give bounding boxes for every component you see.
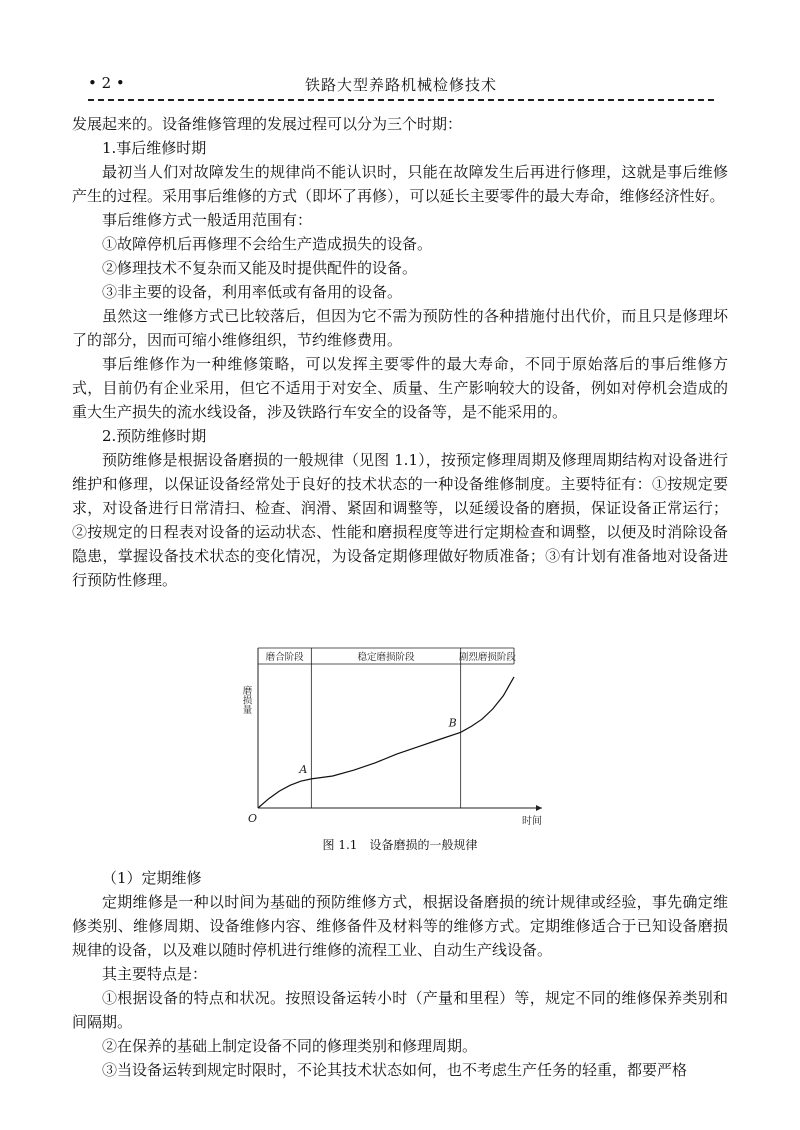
paragraph: 发展起来的。设备维修管理的发展过程可以分为三个时期： xyxy=(72,115,463,133)
paragraph: 定期维修是一种以时间为基础的预防维修方式，根据设备磨损的统计规律或经验，事先确定维修类别、维修周期、设备维修内容、维修备件及材料等的维修方式。定期维修适合于已知设备磨损规律的设备，以及难以随时停机进行维修的流程工业、自动生产线设备。 xyxy=(72,893,728,959)
book-title: 铁路大型养路机械检修技术 xyxy=(304,76,497,94)
list-item: ③当设备运转到规定时限时，不论其技术状态如何，也不考虑生产任务的轻重，都要严格 xyxy=(102,1061,688,1079)
stage-label: 剧烈磨损阶段 xyxy=(458,652,516,663)
list-item: ①根据设备的特点和状况。按照设备运转小时（产量和里程）等，规定不同的维修保养类别和间隔期。 xyxy=(72,989,728,1031)
origin-label: O xyxy=(248,812,258,825)
y-axis-label: 磨损量 xyxy=(240,685,252,715)
figure-caption: 图 1.1 设备磨损的一般规律 xyxy=(322,838,478,852)
wear-figure xyxy=(232,644,568,864)
paragraph: 预防维修是根据设备磨损的一般规律（见图 1.1），按预定修理周期及修理周期结构对设备进行维护和修理，以保证设备经常处于良好的技术状态的一种设备维修制度。主要特征有：①按规定要求，对设备进行日常清扫、检查、润滑、紧固和调整等，以延缓设备的磨损，保证设备正常运行；②按规定的日程表对设备的运动状态、性能和磨损程度等进行定期检查和调整，以便及时消除设备隐患，掌握设备技术状态的变化情况，为设备定期修理做好物质准备；③有计划有准备地对设备进行预防性修理。 xyxy=(72,451,728,589)
subsection-heading: （1）定期维修 xyxy=(102,869,202,887)
running-header xyxy=(88,74,714,96)
paragraph: 事后维修作为一种维修策略，可以发挥主要零件的最大寿命，不同于原始落后的事后维修方式，目前仍有企业采用，但它不适用于对安全、质量、生产影响较大的设备，例如对停机会造成的重大生产损失的流水线设备，涉及铁路行车安全的设备等，是不能采用的。 xyxy=(72,355,728,421)
list-item: ②修理技术不复杂而又能及时提供配件的设备。 xyxy=(102,259,418,277)
list-item: ①故障停机后再修理不会给生产造成损失的设备。 xyxy=(102,235,433,253)
section-heading: 1.事后维修时期 xyxy=(102,139,207,157)
body-text-top xyxy=(72,112,728,592)
section-heading: 2.预防维修时期 xyxy=(102,427,207,445)
wear-curve xyxy=(258,677,514,808)
paragraph: 其主要特点是： xyxy=(102,965,208,983)
body-text-bottom xyxy=(72,866,728,1082)
list-item: ③非主要的设备，利用率低或有备用的设备。 xyxy=(102,283,403,301)
wear-chart xyxy=(232,644,568,834)
list-item: ②在保养的基础上制定设备不同的修理类别和修理周期。 xyxy=(102,1037,478,1055)
x-axis-arrow xyxy=(536,805,542,811)
paragraph: 最初当人们对故障发生的规律尚不能认识时，只能在故障发生后再进行修理，这就是事后维修产生的过程。采用事后维修的方式（即坏了再修），可以延长主要零件的最大寿命，维修经济性好。 xyxy=(72,163,728,205)
point-label: B xyxy=(448,716,457,730)
header-rule xyxy=(88,99,714,101)
paragraph: 事后维修方式一般适用范围有： xyxy=(102,211,313,229)
stage-label: 稳定磨损阶段 xyxy=(357,652,415,663)
stage-label: 磨合阶段 xyxy=(265,652,304,663)
point-label: A xyxy=(299,762,308,776)
paragraph: 虽然这一维修方式已比较落后，但因为它不需为预防性的各种措施付出代价，而且只是修理坏了的部分，因而可缩小维修组织，节约维修费用。 xyxy=(72,307,728,349)
page-number: • 2 • xyxy=(88,74,125,92)
x-axis-label: 时间 xyxy=(522,816,542,827)
